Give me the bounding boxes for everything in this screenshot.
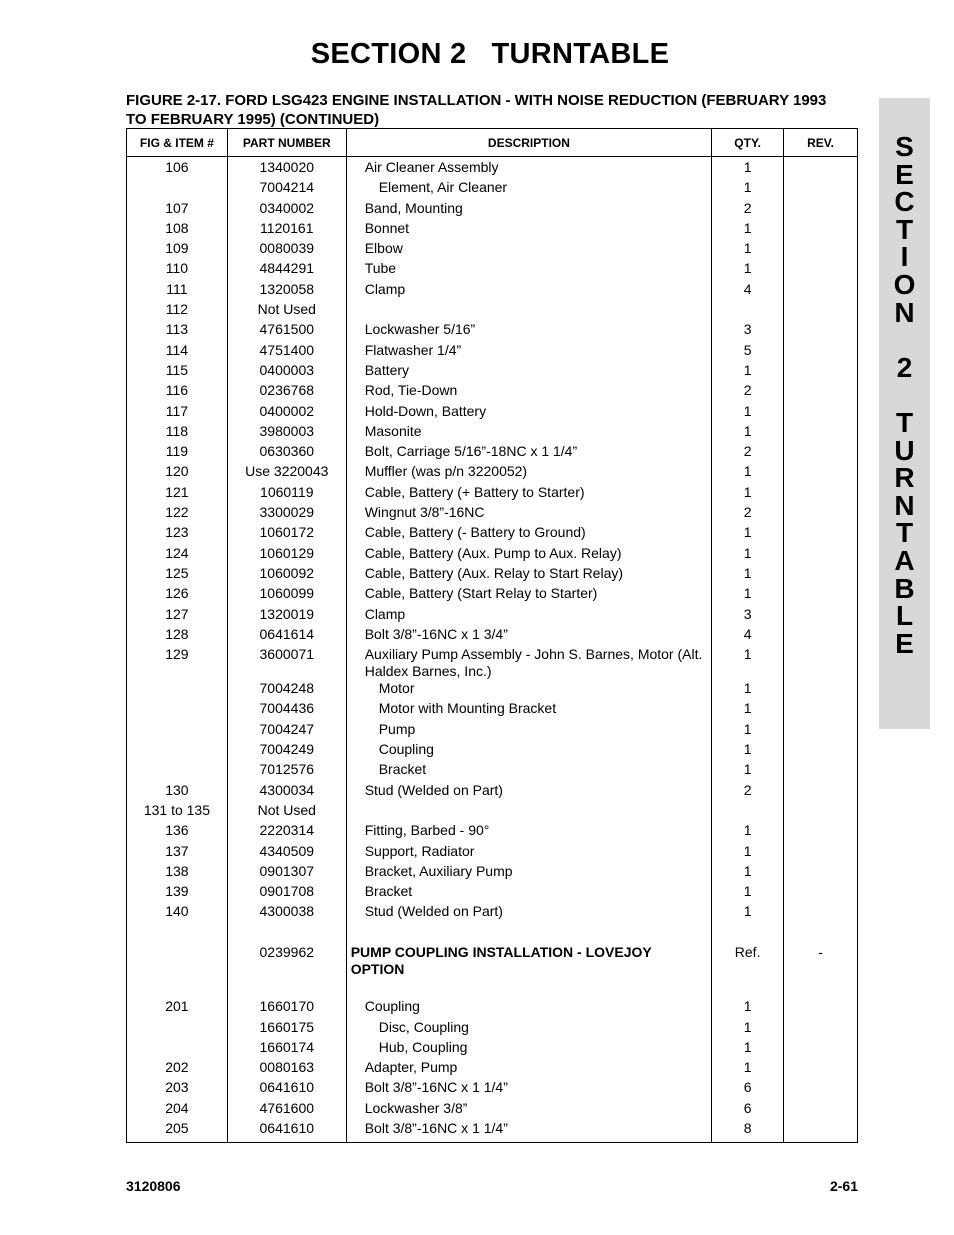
cell-description: Cable, Battery (Start Relay to Starter) (346, 585, 711, 605)
table-row (127, 843, 858, 863)
cell-part-number: Not Used (227, 301, 346, 321)
table-row (127, 200, 858, 220)
cell-description: Clamp (346, 281, 711, 301)
table-row (127, 220, 858, 240)
cell-fig-item: 203 (127, 1079, 228, 1099)
cell-fig-item: 120 (127, 463, 228, 483)
cell-rev (784, 883, 858, 903)
cell-description: Auxiliary Pump Assembly - John S. Barnes, Motor (Alt. Haldex Barnes, Inc.) (346, 646, 711, 680)
cell-part-number (227, 924, 346, 944)
cell-part-number: 0641610 (227, 1079, 346, 1099)
table-row (127, 761, 858, 781)
cell-part-number: 7012576 (227, 761, 346, 781)
table-row (127, 721, 858, 741)
cell-rev: - (784, 944, 858, 978)
cell-part-number: 0400002 (227, 403, 346, 423)
cell-part-number: 0641614 (227, 626, 346, 646)
table-row (127, 504, 858, 524)
table-row (127, 1100, 858, 1120)
cell-fig-item: 124 (127, 545, 228, 565)
cell-rev (784, 484, 858, 504)
cell-qty: 1 (712, 721, 784, 741)
cell-description (346, 924, 711, 944)
cell-fig-item: 131 to 135 (127, 802, 228, 822)
cell-qty: 1 (712, 157, 784, 180)
cell-fig-item: 111 (127, 281, 228, 301)
cell-description: Wingnut 3/8”-16NC (346, 504, 711, 524)
cell-qty: 8 (712, 1120, 784, 1143)
table-row (127, 606, 858, 626)
cell-part-number: 3600071 (227, 646, 346, 680)
cell-qty: 1 (712, 843, 784, 863)
cell-part-number: 1660175 (227, 1019, 346, 1039)
cell-part-number: 4300034 (227, 782, 346, 802)
cell-part-number: 1060172 (227, 524, 346, 544)
table-row (127, 863, 858, 883)
cell-rev (784, 545, 858, 565)
header-description: DESCRIPTION (346, 129, 711, 157)
cell-rev (784, 680, 858, 700)
cell-description: Air Cleaner Assembly (346, 157, 711, 180)
cell-rev (784, 822, 858, 842)
cell-qty: 3 (712, 321, 784, 341)
table-row (127, 998, 858, 1018)
cell-description: Stud (Welded on Part) (346, 782, 711, 802)
cell-rev (784, 1079, 858, 1099)
table-row (127, 1120, 858, 1143)
cell-description: Motor (346, 680, 711, 700)
cell-qty: 1 (712, 1039, 784, 1059)
header-part-number: PART NUMBER (227, 129, 346, 157)
cell-rev (784, 585, 858, 605)
cell-fig-item: 116 (127, 382, 228, 402)
cell-fig-item: 118 (127, 423, 228, 443)
cell-rev (784, 301, 858, 321)
cell-part-number: 0630360 (227, 443, 346, 463)
cell-part-number: 4340509 (227, 843, 346, 863)
table-row (127, 782, 858, 802)
table-row (127, 565, 858, 585)
table-row (127, 342, 858, 362)
cell-fig-item: 137 (127, 843, 228, 863)
cell-part-number: 3980003 (227, 423, 346, 443)
cell-rev (784, 700, 858, 720)
cell-fig-item: 125 (127, 565, 228, 585)
cell-qty: 2 (712, 504, 784, 524)
table-row (127, 903, 858, 923)
table-row (127, 260, 858, 280)
table-row (127, 1019, 858, 1039)
cell-rev (784, 463, 858, 483)
cell-part-number: 0641610 (227, 1120, 346, 1143)
cell-rev (784, 863, 858, 883)
cell-qty: 3 (712, 606, 784, 626)
side-tab-label: S E C T I O N 2 T U R N T A B L E (893, 131, 916, 659)
cell-qty: 1 (712, 680, 784, 700)
cell-fig-item: 202 (127, 1059, 228, 1079)
cell-part-number: 0400003 (227, 362, 346, 382)
cell-fig-item: 109 (127, 240, 228, 260)
cell-fig-item (127, 741, 228, 761)
table-row (127, 362, 858, 382)
cell-qty: 1 (712, 423, 784, 443)
cell-description: Cable, Battery (+ Battery to Starter) (346, 484, 711, 504)
cell-fig-item: 114 (127, 342, 228, 362)
table-row (127, 463, 858, 483)
cell-fig-item (127, 761, 228, 781)
cell-rev (784, 626, 858, 646)
cell-rev (784, 220, 858, 240)
cell-qty: 1 (712, 585, 784, 605)
table-row (127, 924, 858, 944)
cell-fig-item (127, 1039, 228, 1059)
cell-fig-item: 121 (127, 484, 228, 504)
cell-description: Masonite (346, 423, 711, 443)
cell-fig-item: 126 (127, 585, 228, 605)
cell-description: Lockwasher 5/16” (346, 321, 711, 341)
cell-description: Flatwasher 1/4” (346, 342, 711, 362)
cell-fig-item: 122 (127, 504, 228, 524)
parts-table (126, 128, 858, 1143)
cell-description: Cable, Battery (Aux. Relay to Start Relay) (346, 565, 711, 585)
cell-part-number: 7004247 (227, 721, 346, 741)
cell-rev (784, 281, 858, 301)
cell-fig-item: 110 (127, 260, 228, 280)
cell-fig-item: 128 (127, 626, 228, 646)
cell-part-number: 4844291 (227, 260, 346, 280)
cell-fig-item (127, 944, 228, 978)
cell-part-number: 1060129 (227, 545, 346, 565)
cell-fig-item: 140 (127, 903, 228, 923)
cell-description: Muffler (was p/n 3220052) (346, 463, 711, 483)
cell-qty: 1 (712, 362, 784, 382)
table-row (127, 157, 858, 180)
cell-rev (784, 1039, 858, 1059)
cell-part-number: 1120161 (227, 220, 346, 240)
cell-qty: 1 (712, 1059, 784, 1079)
cell-description: Clamp (346, 606, 711, 626)
cell-part-number: 4761600 (227, 1100, 346, 1120)
cell-fig-item: 201 (127, 998, 228, 1018)
cell-qty: 1 (712, 463, 784, 483)
table-row (127, 883, 858, 903)
cell-part-number: 4300038 (227, 903, 346, 923)
cell-fig-item: 205 (127, 1120, 228, 1143)
cell-description: Pump (346, 721, 711, 741)
cell-fig-item: 113 (127, 321, 228, 341)
cell-description: Hub, Coupling (346, 1039, 711, 1059)
cell-description: Cable, Battery (Aux. Pump to Aux. Relay) (346, 545, 711, 565)
table-row (127, 626, 858, 646)
cell-rev (784, 200, 858, 220)
cell-description: Bolt 3/8”-16NC x 1 3/4” (346, 626, 711, 646)
cell-rev (784, 342, 858, 362)
table-row (127, 944, 858, 978)
table-row (127, 403, 858, 423)
cell-part-number: 1060099 (227, 585, 346, 605)
cell-qty: 1 (712, 883, 784, 903)
cell-rev (784, 978, 858, 998)
cell-part-number: 7004214 (227, 179, 346, 199)
cell-fig-item: 129 (127, 646, 228, 680)
cell-description: Support, Radiator (346, 843, 711, 863)
table-row (127, 382, 858, 402)
table-row (127, 321, 858, 341)
cell-rev (784, 782, 858, 802)
cell-qty: 4 (712, 626, 784, 646)
table-row (127, 822, 858, 842)
table-row (127, 1079, 858, 1099)
cell-part-number: 7004436 (227, 700, 346, 720)
table-row (127, 524, 858, 544)
cell-description: Bracket, Auxiliary Pump (346, 863, 711, 883)
cell-description: Bolt 3/8”-16NC x 1 1/4” (346, 1079, 711, 1099)
cell-part-number: 3300029 (227, 504, 346, 524)
cell-description: Stud (Welded on Part) (346, 903, 711, 923)
cell-description: Fitting, Barbed - 90° (346, 822, 711, 842)
cell-description: Bracket (346, 883, 711, 903)
cell-rev (784, 179, 858, 199)
cell-description: Rod, Tie-Down (346, 382, 711, 402)
cell-part-number: 0239962 (227, 944, 346, 978)
cell-part-number: 0340002 (227, 200, 346, 220)
cell-part-number: 1060119 (227, 484, 346, 504)
cell-part-number (227, 978, 346, 998)
cell-qty: 4 (712, 281, 784, 301)
cell-rev (784, 843, 858, 863)
cell-fig-item: 127 (127, 606, 228, 626)
cell-fig-item: 139 (127, 883, 228, 903)
cell-part-number: 0236768 (227, 382, 346, 402)
cell-part-number: 1320019 (227, 606, 346, 626)
cell-fig-item: 106 (127, 157, 228, 180)
section-title: SECTION 2 TURNTABLE (310, 38, 670, 70)
cell-part-number: 0080163 (227, 1059, 346, 1079)
cell-qty: 1 (712, 822, 784, 842)
header-rev: REV. (784, 129, 858, 157)
cell-description: Cable, Battery (- Battery to Ground) (346, 524, 711, 544)
cell-description: Disc, Coupling (346, 1019, 711, 1039)
cell-description: Bolt 3/8”-16NC x 1 1/4” (346, 1120, 711, 1143)
table-row (127, 423, 858, 443)
cell-fig-item: 130 (127, 782, 228, 802)
cell-description: Motor with Mounting Bracket (346, 700, 711, 720)
cell-part-number: 4751400 (227, 342, 346, 362)
cell-description: Adapter, Pump (346, 1059, 711, 1079)
cell-qty: 1 (712, 545, 784, 565)
cell-rev (784, 761, 858, 781)
cell-qty: 1 (712, 524, 784, 544)
cell-part-number: 1660170 (227, 998, 346, 1018)
cell-qty: 1 (712, 1019, 784, 1039)
cell-rev (784, 721, 858, 741)
cell-rev (784, 382, 858, 402)
cell-description (346, 802, 711, 822)
cell-fig-item: 119 (127, 443, 228, 463)
cell-qty: 1 (712, 903, 784, 923)
cell-rev (784, 1100, 858, 1120)
cell-fig-item (127, 721, 228, 741)
cell-fig-item (127, 680, 228, 700)
table-row (127, 301, 858, 321)
footer-doc-number: 3120806 (126, 1178, 181, 1194)
figure-title: FIGURE 2-17. FORD LSG423 ENGINE INSTALLATION - WITH NOISE REDUCTION (FEBRUARY 1993 TO FEBRUARY 1995) (CONTINUED) (126, 92, 827, 128)
cell-qty: 2 (712, 782, 784, 802)
cell-description: Bolt, Carriage 5/16”-18NC x 1 1/4” (346, 443, 711, 463)
cell-part-number: Not Used (227, 802, 346, 822)
cell-qty: 1 (712, 646, 784, 680)
cell-fig-item: 136 (127, 822, 228, 842)
table-row (127, 802, 858, 822)
cell-description: Coupling (346, 741, 711, 761)
cell-qty: 1 (712, 700, 784, 720)
cell-fig-item (127, 700, 228, 720)
cell-part-number: 4761500 (227, 321, 346, 341)
table-row (127, 680, 858, 700)
cell-description: Band, Mounting (346, 200, 711, 220)
table-row (127, 585, 858, 605)
cell-qty: 5 (712, 342, 784, 362)
table-row (127, 179, 858, 199)
cell-rev (784, 362, 858, 382)
footer-page-number: 2-61 (829, 1178, 858, 1194)
cell-qty: 6 (712, 1100, 784, 1120)
cell-rev (784, 504, 858, 524)
cell-fig-item: 112 (127, 301, 228, 321)
cell-rev (784, 924, 858, 944)
cell-description: Hold-Down, Battery (346, 403, 711, 423)
cell-description: PUMP COUPLING INSTALLATION - LOVEJOY OPTION (346, 944, 711, 978)
cell-qty: 1 (712, 741, 784, 761)
header-fig-item: FIG & ITEM # (127, 129, 228, 157)
table-row (127, 281, 858, 301)
cell-qty: 2 (712, 200, 784, 220)
cell-qty: 1 (712, 240, 784, 260)
cell-qty: 1 (712, 260, 784, 280)
cell-rev (784, 240, 858, 260)
cell-fig-item: 117 (127, 403, 228, 423)
cell-rev (784, 157, 858, 180)
cell-part-number: 1320058 (227, 281, 346, 301)
cell-qty (712, 301, 784, 321)
cell-rev (784, 1120, 858, 1143)
table-row (127, 1039, 858, 1059)
cell-part-number: 1660174 (227, 1039, 346, 1059)
cell-rev (784, 646, 858, 680)
cell-qty: Ref. (712, 944, 784, 978)
cell-qty (712, 978, 784, 998)
cell-description: Battery (346, 362, 711, 382)
cell-description: Tube (346, 260, 711, 280)
table-row (127, 700, 858, 720)
table-row (127, 978, 858, 998)
table-header-row (127, 129, 858, 157)
cell-fig-item: 204 (127, 1100, 228, 1120)
cell-qty: 1 (712, 484, 784, 504)
cell-rev (784, 606, 858, 626)
cell-part-number: Use 3220043 (227, 463, 346, 483)
table-row (127, 1059, 858, 1079)
table-row (127, 646, 858, 680)
cell-rev (784, 423, 858, 443)
cell-fig-item: 138 (127, 863, 228, 883)
cell-rev (784, 998, 858, 1018)
table-row (127, 484, 858, 504)
table-row (127, 240, 858, 260)
cell-qty: 1 (712, 863, 784, 883)
cell-part-number: 0080039 (227, 240, 346, 260)
cell-fig-item (127, 924, 228, 944)
cell-qty: 1 (712, 998, 784, 1018)
cell-qty: 1 (712, 403, 784, 423)
cell-rev (784, 1059, 858, 1079)
cell-rev (784, 903, 858, 923)
table-row (127, 545, 858, 565)
parts-table-body (127, 157, 858, 1143)
cell-fig-item (127, 179, 228, 199)
cell-part-number: 1340020 (227, 157, 346, 180)
cell-rev (784, 565, 858, 585)
cell-rev (784, 1019, 858, 1039)
cell-qty (712, 802, 784, 822)
cell-description: Elbow (346, 240, 711, 260)
table-row (127, 741, 858, 761)
section-side-tab (879, 98, 930, 729)
cell-fig-item (127, 978, 228, 998)
cell-rev (784, 260, 858, 280)
cell-qty: 2 (712, 382, 784, 402)
cell-description: Bracket (346, 761, 711, 781)
cell-rev (784, 802, 858, 822)
cell-qty: 2 (712, 443, 784, 463)
cell-description: Element, Air Cleaner (346, 179, 711, 199)
cell-part-number: 1060092 (227, 565, 346, 585)
cell-fig-item (127, 1019, 228, 1039)
cell-part-number: 2220314 (227, 822, 346, 842)
cell-part-number: 0901307 (227, 863, 346, 883)
cell-description: Lockwasher 3/8” (346, 1100, 711, 1120)
header-qty: QTY. (712, 129, 784, 157)
cell-qty: 1 (712, 761, 784, 781)
cell-qty: 1 (712, 565, 784, 585)
cell-description (346, 301, 711, 321)
cell-rev (784, 403, 858, 423)
cell-fig-item: 115 (127, 362, 228, 382)
cell-qty: 1 (712, 179, 784, 199)
cell-rev (784, 524, 858, 544)
cell-rev (784, 443, 858, 463)
cell-qty: 6 (712, 1079, 784, 1099)
cell-description: Bonnet (346, 220, 711, 240)
cell-rev (784, 741, 858, 761)
cell-qty: 1 (712, 220, 784, 240)
cell-part-number: 0901708 (227, 883, 346, 903)
cell-description (346, 978, 711, 998)
cell-fig-item: 123 (127, 524, 228, 544)
cell-fig-item: 107 (127, 200, 228, 220)
cell-fig-item: 108 (127, 220, 228, 240)
table-row (127, 443, 858, 463)
cell-rev (784, 321, 858, 341)
cell-description: Coupling (346, 998, 711, 1018)
cell-qty (712, 924, 784, 944)
cell-part-number: 7004248 (227, 680, 346, 700)
cell-part-number: 7004249 (227, 741, 346, 761)
